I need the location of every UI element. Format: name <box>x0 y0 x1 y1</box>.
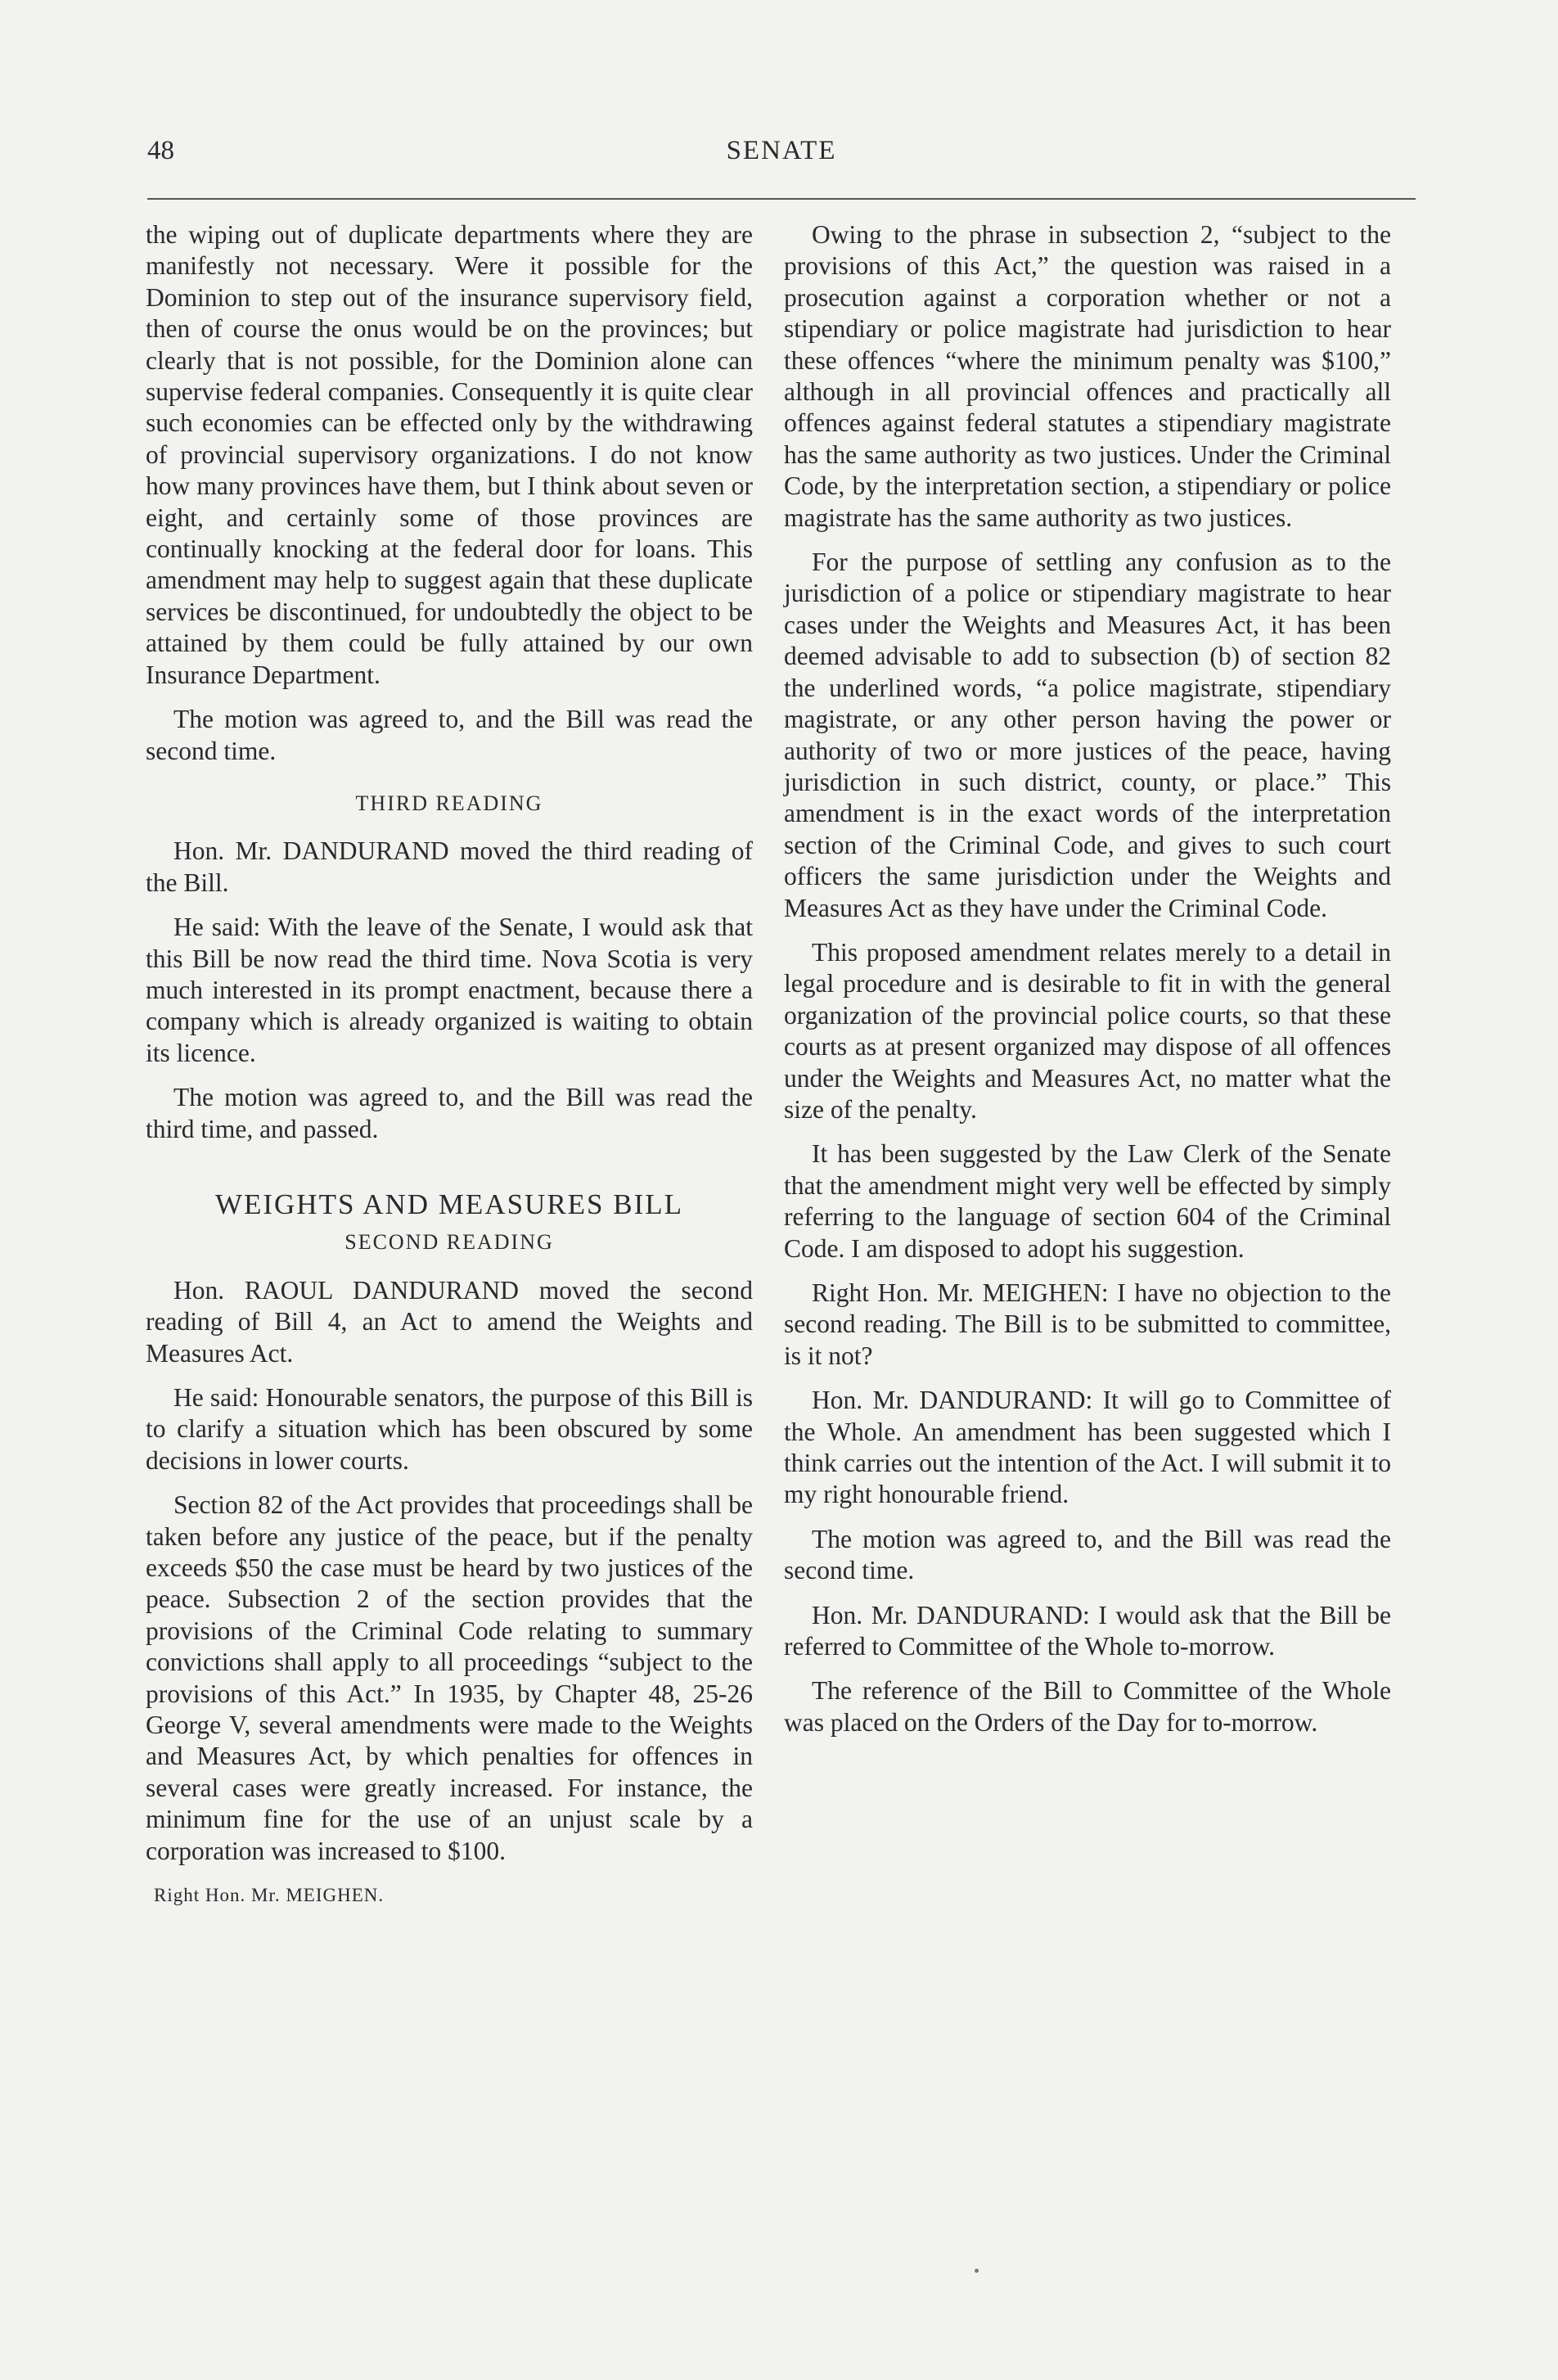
page-number: 48 <box>147 136 174 165</box>
paragraph: The motion was agreed to, and the Bill was read the second time. <box>784 1524 1391 1585</box>
page-header <box>147 136 1416 185</box>
paragraph: For the purpose of settling any confusion as to the jurisdiction of a police or stipendiary magistrate to hear cases under the Weights and Measures Act, it has been deemed advisable to add to subsection (b) of section 82 the underlined words, “a police magistrate, stipendiary magistrate, or any other person having the power or authority of two or more justices of the peace, having jurisdiction in such district, county, or place.” This amendment is in the exact words of the interpretation section of the Criminal Code, and gives to such court officers the same jurisdiction under the Weights and Measures Act as they have under the Criminal Code. <box>784 548 1391 922</box>
paragraph: The motion was agreed to, and the Bill was read the second time. <box>146 705 753 765</box>
right-column <box>784 219 1391 1751</box>
paragraph: He said: Honourable senators, the purpose of this Bill is to clarify a situation which has been obscured by some decisions in lower courts. <box>146 1383 753 1475</box>
paragraph: Section 82 of the Act provides that proceedings shall be taken before any justice of the peace, but if the penalty exceeds $50 the case must be heard by two justices of the peace. Subsection 2 of the section provides that the provisions of the Criminal Code relating to summary convictions shall apply to all proceedings “subject to the provisions of this Act.” In 1935, by Chapter 48, 25-26 George V, several amendments were made to the Weights and Measures Act, by which penalties for offences in several cases were greatly increased. For instance, the minimum fine for the use of an unjust scale by a corporation was increased to $100. <box>146 1490 753 1865</box>
section-heading-second-reading: SECOND READING <box>344 1230 554 1255</box>
paragraph: Hon. Mr. DANDURAND moved the third reading of the Bill. <box>146 836 753 897</box>
scan-speck <box>975 2269 979 2273</box>
footer-note: Right Hon. Mr. MEIGHEN. <box>154 1885 385 1906</box>
paragraph: Owing to the phrase in subsection 2, “subject to the provisions of this Act,” the question was raised in a prosecution against a corporation whether or not a stipendiary or police magistrate had jurisdiction to hear these offences “where the minimum penalty was $100,” although in all provincial offences and practically all offences against federal statutes a stipendiary magistrate has the same authority as two justices. Under the Criminal Code, by the interpretation section, a stipendiary or police magistrate has the same authority as two justices. <box>784 220 1391 532</box>
running-head: SENATE <box>726 136 837 165</box>
paragraph: Hon. Mr. DANDURAND: I would ask that the Bill be referred to Committee of the Whole to-morrow. <box>784 1600 1391 1661</box>
paragraph: He said: With the leave of the Senate, I would ask that this Bill be now read the third time. Nova Scotia is very much interested in its prompt enactment, because there a company which is already organized is waiting to obtain its licence. <box>146 913 753 1067</box>
left-column <box>146 219 753 1925</box>
paragraph: It has been suggested by the Law Clerk of the Senate that the amendment might very well be effected by simply referring to the language of section 604 of the Criminal Code. I am disposed to adopt his suggestion. <box>784 1139 1391 1263</box>
paragraph: The motion was agreed to, and the Bill was read the third time, and passed. <box>146 1083 753 1143</box>
bill-title: WEIGHTS AND MEASURES BILL <box>214 1188 684 1220</box>
paragraph: Hon. RAOUL DANDURAND moved the second reading of Bill 4, an Act to amend the Weights and Measures Act. <box>146 1275 753 1368</box>
paragraph: The reference of the Bill to Committee of the Whole was placed on the Orders of the Day for to-morrow. <box>784 1676 1391 1737</box>
paragraph: This proposed amendment relates merely to a detail in legal procedure and is desirable to fit in with the general organization of the provincial police courts, so that these courts as at present organized may dispose of all offences under the Weights and Measures Act, no matter what the size of the penalty. <box>784 937 1391 1124</box>
section-heading-third-reading: THIRD READING <box>355 791 543 815</box>
paragraph: the wiping out of duplicate departments where they are manifestly not necessary. Were it possible for the Dominion to step out of the insurance supervisory field, then of course the onus would be on the provinces; but clearly that is not possible, for the Dominion alone can supervise federal companies. Consequently it is quite clear such economies can be effected only by the withdrawing of provincial supervisory organizations. I do not know how many provinces have them, but I think about seven or eight, and certainly some of those provinces are continually knocking at the federal door for loans. This amendment may help to suggest again that these duplicate services be discontinued, for undoubtedly the object to be attained by them could be fully attained by our own Insurance Department. <box>146 220 753 689</box>
paragraph: Right Hon. Mr. MEIGHEN: I have no objection to the second reading. The Bill is to be submitted to committee, is it not? <box>784 1278 1391 1370</box>
paragraph: Hon. Mr. DANDURAND: It will go to Committee of the Whole. An amendment has been suggested which I think carries out the intention of the Act. I will submit it to my right honourable friend. <box>784 1386 1391 1509</box>
header-rule <box>147 198 1416 200</box>
